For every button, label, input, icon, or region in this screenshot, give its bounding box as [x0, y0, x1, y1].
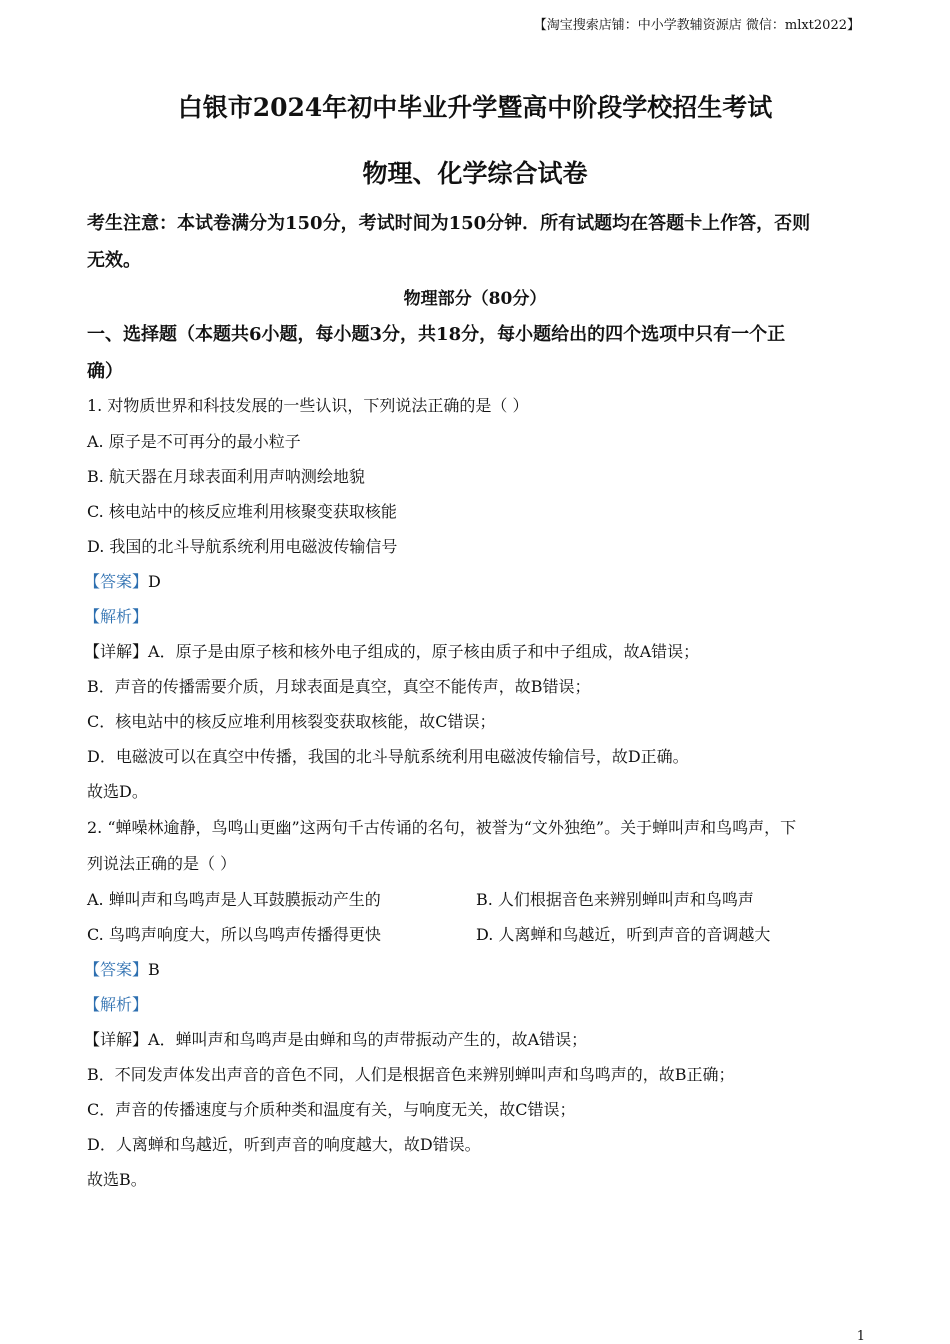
shop-header: 【淘宝搜索店铺：中小学教辅资源店 微信：mlxt2022】: [533, 18, 860, 33]
q2-analysis-tag: 【解析】: [84, 995, 149, 1014]
q2-detail-a-text: A．蝉叫声和鸟鸣声是由蝉和鸟的声带振动产生的，故A错误；: [148, 1030, 588, 1049]
q1-analysis-tag: 【解析】: [84, 607, 149, 626]
q2-detail-c: C．声音的传播速度与介质种类和温度有关，与响度无关，故C错误；: [87, 1100, 576, 1119]
q2-detail-a: [84, 1027, 587, 1050]
q2-stem-line-1: 2. “蝉噪林逾静，鸟鸣山更幽”这两句千古传诵的名句，被誉为“文外独绝”。关于蝉叫声和鸟鸣声，下: [87, 818, 797, 837]
q2-conclusion: 故选B。: [87, 1170, 147, 1189]
q1-answer: [84, 569, 161, 592]
notice-line-1: 考生注意：本试卷满分为150分，考试时间为150分钟．所有试题均在答题卡上作答，否则: [87, 213, 811, 234]
q2-answer: [84, 957, 160, 980]
q1-option-c: C. 核电站中的核反应堆利用核聚变获取核能: [87, 502, 397, 521]
q1-option-b: B. 航天器在月球表面利用声呐测绘地貌: [87, 467, 365, 486]
q1-detail-b: B．声音的传播需要介质，月球表面是真空，真空不能传声，故B错误；: [87, 677, 591, 696]
section-one-line-1: 一、选择题（本题共6小题，每小题3分，共18分，每小题给出的四个选项中只有一个正: [87, 324, 786, 345]
q1-conclusion: 故选D。: [87, 782, 148, 801]
q2-option-c: C. 鸟鸣声响度大，所以鸟鸣声传播得更快: [87, 925, 381, 944]
q2-detail-d: D．人离蝉和鸟越近，听到声音的响度越大，故D错误。: [87, 1135, 481, 1154]
detail-tag: 【详解】: [84, 642, 149, 661]
q1-option-a: A. 原子是不可再分的最小粒子: [87, 432, 301, 451]
q2-answer-value: B: [148, 960, 160, 979]
notice-line-2: 无效。: [87, 250, 141, 271]
answer-tag: 【答案】: [84, 572, 149, 591]
q2-option-b: B. 人们根据音色来辨别蝉叫声和鸟鸣声: [476, 890, 754, 909]
q1-detail-a: [84, 639, 699, 662]
q1-detail-c: C．核电站中的核反应堆利用核裂变获取核能，故C错误；: [87, 712, 496, 731]
page-number: 1: [856, 1329, 865, 1344]
q1-option-d: D. 我国的北斗导航系统利用电磁波传输信号: [87, 537, 398, 556]
detail-tag: 【详解】: [84, 1030, 149, 1049]
q2-option-a: A. 蝉叫声和鸟鸣声是人耳鼓膜振动产生的: [87, 890, 381, 909]
q1-detail-d: D．电磁波可以在真空中传播，我国的北斗导航系统利用电磁波传输信号，故D正确。: [87, 747, 689, 766]
answer-tag: 【答案】: [84, 960, 149, 979]
q2-option-d: D. 人离蝉和鸟越近，听到声音的音调越大: [476, 925, 771, 944]
exam-subtitle: 物理、化学综合试卷: [362, 159, 588, 188]
q1-answer-value: D: [148, 572, 161, 591]
section-physics: 物理部分（80分）: [403, 289, 547, 309]
section-one-line-2: 确）: [87, 361, 123, 382]
q1-detail-a-text: A．原子是由原子核和核外电子组成的，原子核由质子和中子组成，故A错误；: [148, 642, 700, 661]
q2-detail-b: B．不同发声体发出声音的音色不同，人们是根据音色来辨别蝉叫声和鸟鸣声的，故B正确；: [87, 1065, 735, 1084]
q2-stem-line-2: 列说法正确的是（ ）: [87, 854, 237, 873]
exam-title: 白银市2024年初中毕业升学暨高中阶段学校招生考试: [177, 93, 773, 122]
q1-stem: 1. 对物质世界和科技发展的一些认识，下列说法正确的是（ ）: [87, 396, 529, 415]
